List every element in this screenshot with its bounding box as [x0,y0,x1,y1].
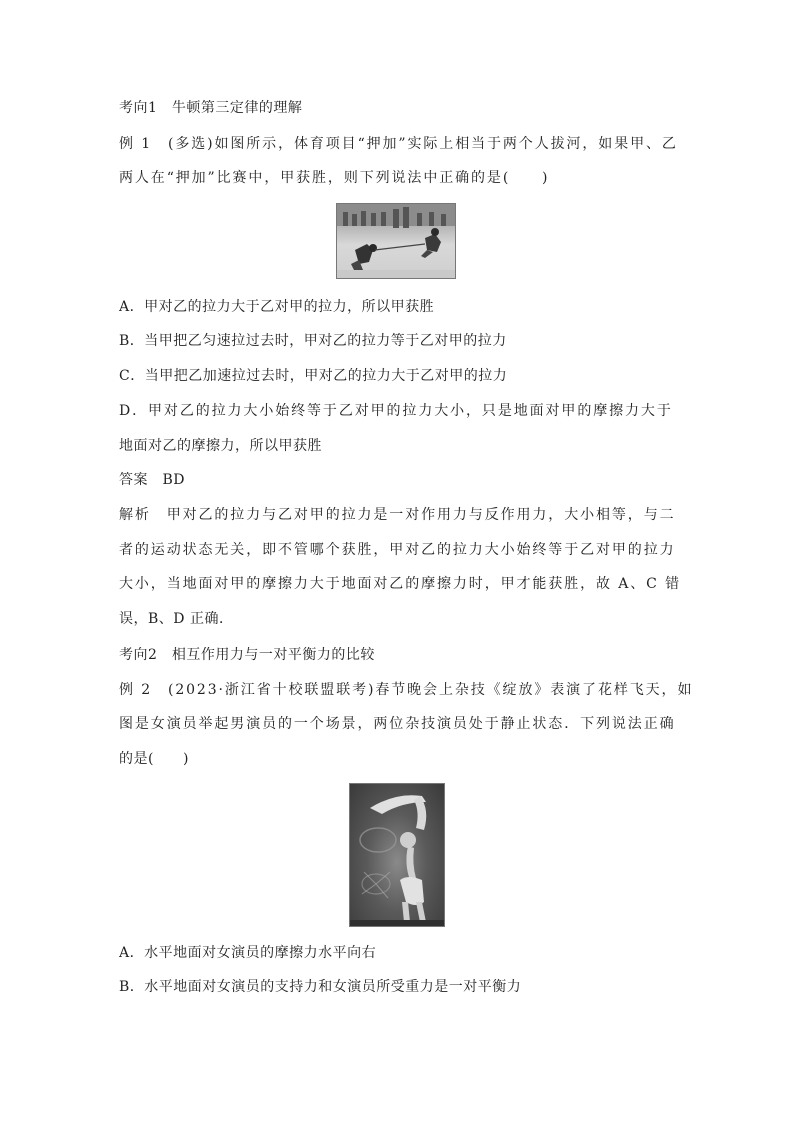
example1-option-b: B．当甲把乙匀速拉过去时，甲对乙的拉力等于乙对甲的拉力 [119,333,507,349]
example1-option-d-line1: D．甲对乙的拉力大小始终等于乙对甲的拉力大小，只是地面对甲的摩擦力大于 [119,403,673,419]
example1-question-line1: 例 1 (多选)如图所示，体育项目“押加”实际上相当于两个人拔河，如果甲、乙 [119,136,678,152]
example1-analysis-line2: 者的运动状态无关，即不管哪个获胜，甲对乙的拉力大小始终等于乙对甲的拉力 [119,542,676,558]
example2-question-line3: 的是( ) [119,751,189,767]
example2-option-a: A．水平地面对女演员的摩擦力水平向右 [119,945,377,961]
example1-option-c: C．当甲把乙加速拉过去时，甲对乙的拉力大于乙对甲的拉力 [119,368,508,384]
example2-question-line2: 图是女演员举起男演员的一个场景，两位杂技演员处于静止状态．下列说法正确 [119,716,676,732]
tug-of-war-photo [336,203,456,279]
acrobatics-photo [349,783,445,927]
example1-analysis-line3: 大小，当地面对甲的摩擦力大于地面对乙的摩擦力时，甲才能获胜，故 A、C 错 [119,576,682,592]
example1-analysis-line1: 解析 甲对乙的拉力与乙对甲的拉力是一对作用力与反作用力，大小相等，与二 [119,507,676,523]
example1-question-line2: 两人在“押加”比赛中，甲获胜，则下列说法中正确的是( ) [119,170,550,186]
example1-analysis-line4: 误，B、D 正确． [119,611,234,627]
section2-heading: 考向2 相互作用力与一对平衡力的比较 [119,647,375,663]
example2-question-line1: 例 2 (2023·浙江省十校联盟联考)春节晚会上杂技《绽放》表演了花样飞天，如 [119,682,694,698]
example2-option-b: B．水平地面对女演员的支持力和女演员所受重力是一对平衡力 [119,979,522,995]
example1-answer: 答案 BD [119,472,186,488]
example1-option-a: A．甲对乙的拉力大于乙对甲的拉力，所以甲获胜 [119,299,435,315]
example1-option-d-line2: 地面对乙的摩擦力，所以甲获胜 [119,438,322,454]
section1-heading: 考向1 牛顿第三定律的理解 [119,100,303,116]
